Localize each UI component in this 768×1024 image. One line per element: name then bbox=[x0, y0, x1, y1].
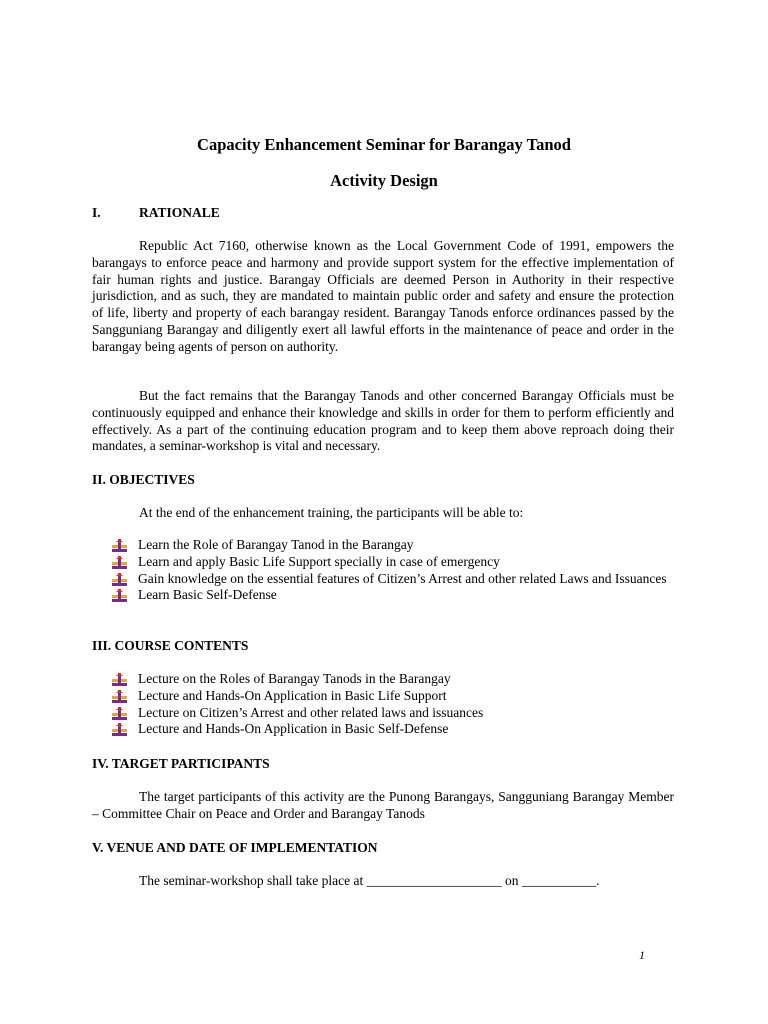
list-item bbox=[112, 587, 680, 604]
arrow-bullet-icon bbox=[112, 589, 127, 602]
page-number: 1 bbox=[639, 948, 645, 962]
course-contents-heading: III. COURSE CONTENTS bbox=[92, 638, 249, 653]
objective-text: Learn and apply Basic Life Support specially in case of emergency bbox=[138, 553, 500, 569]
arrow-bullet-icon bbox=[112, 690, 127, 703]
target-participants-heading: IV. TARGET PARTICIPANTS bbox=[92, 756, 270, 771]
list-item bbox=[112, 688, 680, 705]
rationale-paragraph-2: But the fact remains that the Barangay Tanods and other concerned Barangay Officials must be continuously equipped and enhance their knowledge and skills in order for them to perform efficiently and effectively. As a part of the continuing education program and to keep them above reproach doing their mandates, a seminar-workshop is vital and necessary. bbox=[92, 388, 674, 454]
rationale-heading-text: RATIONALE bbox=[139, 205, 220, 220]
course-content-text: Lecture and Hands-On Application in Basic Life Support bbox=[138, 687, 447, 703]
course-contents-list bbox=[112, 671, 680, 738]
list-item bbox=[112, 671, 680, 688]
list-item bbox=[112, 554, 680, 571]
document-subtitle: Activity Design bbox=[330, 171, 438, 190]
objectives-intro: At the end of the enhancement training, the participants will be able to: bbox=[139, 505, 524, 520]
list-item bbox=[112, 537, 680, 554]
rationale-paragraph-1: Republic Act 7160, otherwise known as the Local Government Code of 1991, empowers the barangays to enforce peace and harmony and provide support system for the effective implementation of fair human rights and justice. Barangay Officials are deemed Person in Authority in their respective jurisdiction, and as such, they are mandated to maintain public order and safety and ensure the protection of life, liberty and property of each barangay resident. Barangay Tanods enforce ordinances passed by the Sangguniang Barangay and diligently exert all lawful efforts in the maintenance of peace and order in the barangay being agents of person on authority. bbox=[92, 238, 674, 354]
document-title: Capacity Enhancement Seminar for Barangay Tanod bbox=[197, 135, 571, 154]
rationale-number: I. bbox=[92, 205, 101, 220]
arrow-bullet-icon bbox=[112, 556, 127, 569]
venue-text: The seminar-workshop shall take place at ____________________ on ___________. bbox=[139, 873, 600, 888]
course-content-text: Lecture on Citizen’s Arrest and other related laws and issuances bbox=[138, 704, 484, 720]
objective-text: Gain knowledge on the essential features of Citizen’s Arrest and other related Laws and Issuances bbox=[138, 570, 667, 586]
objectives-list bbox=[112, 537, 680, 604]
objective-text: Learn the Role of Barangay Tanod in the Barangay bbox=[138, 537, 414, 552]
arrow-bullet-icon bbox=[112, 707, 127, 720]
list-item bbox=[112, 571, 680, 588]
course-content-text: Lecture and Hands-On Application in Basic Self-Defense bbox=[138, 721, 449, 737]
target-participants-text: The target participants of this activity are the Punong Barangays, Sangguniang Barangay Member – Committee Chair on Peace and Order and Barangay Tanods bbox=[92, 789, 674, 821]
course-content-text: Lecture on the Roles of Barangay Tanods in the Barangay bbox=[138, 671, 451, 686]
list-item bbox=[112, 705, 680, 722]
arrow-bullet-icon bbox=[112, 673, 127, 686]
arrow-bullet-icon bbox=[112, 723, 127, 736]
venue-heading: V. VENUE AND DATE OF IMPLEMENTATION bbox=[92, 840, 378, 855]
rationale-heading bbox=[92, 205, 220, 221]
arrow-bullet-icon bbox=[112, 573, 127, 586]
objectives-heading: II. OBJECTIVES bbox=[92, 472, 195, 487]
objective-text: Learn Basic Self-Defense bbox=[138, 587, 277, 603]
arrow-bullet-icon bbox=[112, 539, 127, 552]
list-item bbox=[112, 721, 680, 738]
